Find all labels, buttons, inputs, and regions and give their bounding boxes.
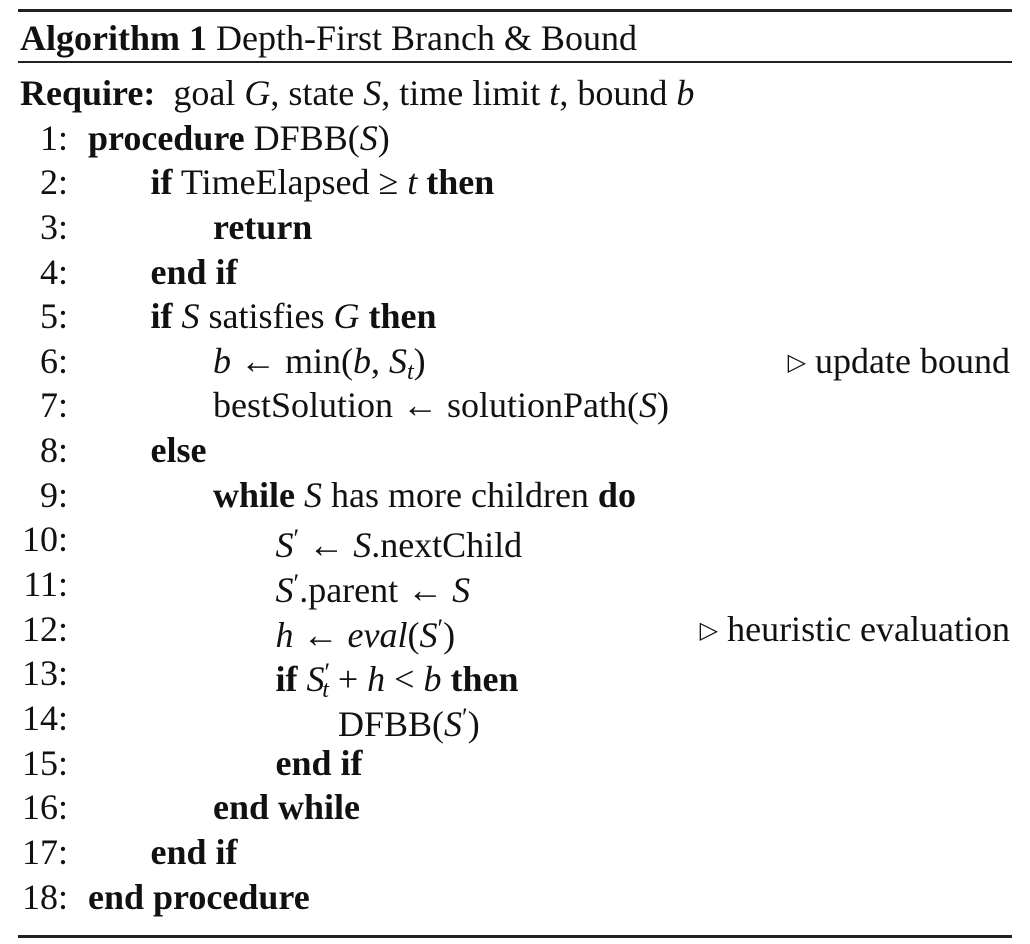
token: S — [181, 296, 200, 337]
line-number: 14: — [21, 697, 68, 738]
title-rule — [18, 61, 1012, 63]
algorithm-title — [20, 16, 637, 60]
token — [173, 296, 182, 336]
line-code — [276, 562, 471, 613]
token: else — [150, 430, 207, 471]
line-code — [213, 473, 636, 518]
token: .nextChild — [371, 525, 523, 566]
line-code — [276, 741, 363, 786]
algorithm-line — [20, 428, 1010, 473]
comment-text: update bound — [815, 340, 1010, 381]
token: t — [407, 162, 418, 203]
algorithm-line — [20, 339, 1010, 384]
token: ′ — [462, 702, 468, 732]
token: ) — [377, 117, 390, 158]
token: then — [417, 162, 495, 203]
token: end if — [275, 742, 363, 783]
line-number: 17: — [21, 831, 68, 872]
line-code — [213, 785, 360, 830]
token: S — [359, 117, 378, 158]
token: G — [244, 73, 271, 113]
line-code — [151, 830, 238, 875]
token: , — [371, 340, 389, 381]
require-text — [20, 71, 694, 116]
token: S — [444, 703, 463, 744]
bottom-rule — [18, 935, 1012, 938]
token: , bound — [559, 73, 677, 113]
token: + — [328, 659, 368, 700]
token: ′ — [324, 658, 331, 688]
token: ′ — [293, 524, 300, 554]
token: ) — [657, 385, 670, 426]
token — [295, 475, 304, 515]
token: ( — [407, 614, 420, 655]
token: S — [363, 73, 382, 113]
token: ′ — [437, 613, 444, 643]
token: ) — [443, 614, 456, 655]
comment-triangle-icon: ▷ — [699, 617, 719, 644]
token: S — [639, 385, 658, 426]
algorithm-line — [20, 607, 1010, 655]
line-code — [151, 428, 207, 473]
token: if — [150, 162, 173, 203]
token: eval — [347, 614, 408, 655]
line-code — [151, 294, 437, 339]
token: S — [306, 659, 325, 700]
line-code — [88, 875, 310, 920]
token: goal — [155, 73, 245, 113]
token: t — [407, 358, 414, 385]
line-code — [151, 250, 238, 295]
token: do — [597, 474, 636, 515]
line-number: 16: — [21, 787, 68, 828]
line-number: 12: — [21, 608, 68, 649]
comment-triangle-icon: ▷ — [787, 349, 807, 376]
token: t — [322, 677, 329, 704]
token: S — [419, 614, 438, 655]
token: ) — [413, 340, 426, 381]
token: has more children — [322, 474, 598, 515]
algorithm-line — [20, 383, 1010, 428]
token: b — [213, 340, 231, 381]
token: bestSolution ← solutionPath( — [213, 385, 640, 426]
token: G — [333, 296, 360, 337]
token: end procedure — [88, 876, 310, 917]
token: t — [549, 73, 560, 113]
comment-text: heuristic evaluation — [727, 608, 1010, 649]
algorithm-line — [20, 250, 1010, 295]
line-code — [338, 696, 480, 747]
line-number: 1: — [39, 117, 68, 158]
algorithm-line — [20, 205, 1010, 250]
line-code — [276, 607, 456, 658]
token: satisfies — [199, 296, 334, 337]
line-code — [151, 160, 495, 205]
token: , state — [270, 73, 364, 113]
token: ← — [293, 614, 348, 655]
token: S — [304, 474, 323, 515]
token: end while — [213, 787, 361, 828]
token: while — [213, 474, 296, 515]
token: end if — [150, 831, 238, 872]
token: then — [441, 659, 519, 700]
line-number: 4: — [39, 251, 68, 292]
token: DFBB( — [244, 117, 360, 158]
token: S — [452, 570, 471, 611]
line-number: 5: — [39, 296, 68, 337]
token: ← min( — [231, 340, 353, 381]
line-number: 3: — [39, 206, 68, 247]
token: S — [389, 340, 407, 381]
token: TimeElapsed ≥ — [172, 162, 408, 203]
require-line — [20, 71, 1010, 116]
token: < — [385, 659, 424, 700]
token: S — [275, 525, 294, 566]
line-number: 8: — [39, 430, 68, 471]
token: ′ — [293, 569, 300, 599]
line-comment — [700, 607, 1010, 654]
line-number: 15: — [21, 742, 68, 783]
algorithm-line — [20, 116, 1010, 161]
token: DFBB( — [338, 703, 445, 744]
token: b — [423, 659, 442, 700]
algorithm-line — [20, 473, 1010, 518]
token: .parent ← — [299, 570, 453, 611]
algorithm-line — [20, 741, 1010, 786]
algorithm-line — [20, 785, 1010, 830]
token: procedure — [88, 117, 245, 158]
algorithm-body — [20, 71, 1010, 919]
algorithm-line — [20, 875, 1010, 920]
line-number: 7: — [39, 385, 68, 426]
algorithm-line — [20, 160, 1010, 205]
algorithm-line — [20, 517, 1010, 566]
top-rule — [18, 9, 1012, 12]
token: S — [275, 570, 294, 611]
token: b — [676, 73, 695, 113]
line-number: 10: — [21, 519, 68, 560]
line-code — [213, 383, 669, 428]
algorithm-line — [20, 696, 1010, 744]
token: Require: — [20, 73, 156, 113]
token: , time limit — [381, 73, 550, 113]
line-number: 9: — [39, 474, 68, 515]
token: return — [213, 206, 313, 247]
token: then — [359, 296, 437, 337]
token: if — [275, 659, 298, 700]
token: end if — [150, 251, 238, 292]
line-code — [213, 205, 312, 250]
line-number: 2: — [39, 162, 68, 203]
token: Algorithm 1 — [20, 18, 207, 58]
line-number: 11: — [23, 564, 68, 605]
algorithm-line — [20, 562, 1010, 611]
token: h — [367, 659, 386, 700]
line-comment — [788, 339, 1010, 386]
algorithm-line — [20, 830, 1010, 875]
algorithm-line — [20, 651, 1010, 704]
line-number: 13: — [21, 653, 68, 694]
line-code — [276, 517, 523, 568]
token: h — [275, 614, 294, 655]
line-number: 6: — [39, 340, 68, 381]
token: ← — [299, 525, 354, 566]
line-number: 18: — [21, 876, 68, 917]
token: S — [353, 525, 372, 566]
token: Depth-First Branch & Bound — [206, 18, 637, 58]
token: ) — [467, 703, 480, 744]
algorithm-line — [20, 294, 1010, 339]
line-code — [88, 116, 390, 161]
token — [298, 659, 307, 699]
token: if — [150, 296, 173, 337]
token: b — [353, 340, 371, 381]
